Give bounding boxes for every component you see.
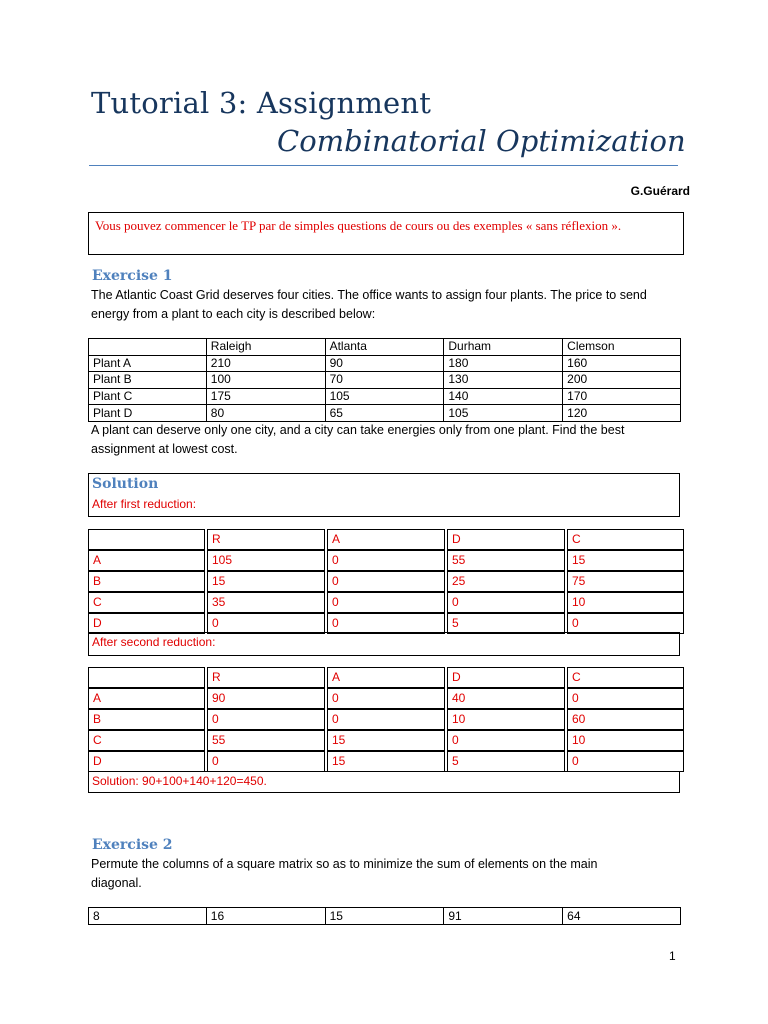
second-reduction-table bbox=[86, 667, 686, 772]
exercise2-intro: Permute the columns of a square matrix so as to minimize the sum of elements on the main diagonal. bbox=[91, 857, 598, 890]
table-cell: 10 bbox=[447, 709, 565, 730]
table-cell: 55 bbox=[207, 730, 325, 751]
table-cell: A bbox=[327, 667, 445, 688]
table-cell bbox=[88, 529, 205, 550]
exercise2-heading: Exercise 2 bbox=[92, 837, 173, 853]
table-cell: 35 bbox=[207, 592, 325, 613]
table-cell: 16 bbox=[206, 908, 325, 925]
table-cell: 80 bbox=[206, 405, 325, 422]
table-cell: 0 bbox=[567, 613, 684, 634]
table-cell: 0 bbox=[327, 550, 445, 571]
table-row bbox=[88, 667, 684, 688]
table-cell: D bbox=[447, 529, 565, 550]
table-cell: 0 bbox=[327, 571, 445, 592]
table-row bbox=[88, 529, 684, 550]
table-cell: 0 bbox=[207, 751, 325, 772]
table-cell: 0 bbox=[327, 592, 445, 613]
table-cell: 0 bbox=[327, 709, 445, 730]
table-cell: 175 bbox=[206, 388, 325, 405]
table-cell: C bbox=[88, 592, 205, 613]
table-cell: 170 bbox=[563, 388, 681, 405]
table-row bbox=[88, 751, 684, 772]
table-cell: 0 bbox=[327, 613, 445, 634]
second-reduction-label: After second reduction: bbox=[92, 635, 216, 649]
note-text: Vous pouvez commencer le TP par de simples questions de cours ou des exemples « sans réflexion ». bbox=[95, 218, 622, 233]
table-cell bbox=[88, 667, 205, 688]
table-cell: 90 bbox=[325, 355, 444, 372]
table-cell: 55 bbox=[447, 550, 565, 571]
table-cell: R bbox=[207, 529, 325, 550]
table-cell: Durham bbox=[444, 339, 563, 356]
table-cell: D bbox=[88, 613, 205, 634]
table-cell: A bbox=[327, 529, 445, 550]
table-cell: C bbox=[88, 730, 205, 751]
table-cell: 90 bbox=[207, 688, 325, 709]
table-cell: 91 bbox=[444, 908, 563, 925]
table-row bbox=[88, 688, 684, 709]
table-cell: 15 bbox=[327, 751, 445, 772]
solution-heading: Solution bbox=[92, 476, 159, 492]
table-cell: 15 bbox=[325, 908, 444, 925]
table-row bbox=[89, 908, 681, 925]
solution-result-box bbox=[88, 771, 680, 793]
table-cell: Atlanta bbox=[325, 339, 444, 356]
table-cell: 15 bbox=[207, 571, 325, 592]
table-row bbox=[88, 613, 684, 634]
table-cell: 0 bbox=[447, 730, 565, 751]
table-cell: C bbox=[567, 667, 684, 688]
table-cell: 210 bbox=[206, 355, 325, 372]
table-row bbox=[88, 550, 684, 571]
table-row bbox=[88, 730, 684, 751]
table-cell: 10 bbox=[567, 730, 684, 751]
solution-box bbox=[88, 473, 680, 517]
table-cell: 75 bbox=[567, 571, 684, 592]
table-row bbox=[88, 571, 684, 592]
table-cell: 60 bbox=[567, 709, 684, 730]
table-cell: 0 bbox=[567, 688, 684, 709]
table-cell: Clemson bbox=[563, 339, 681, 356]
table-cell: 0 bbox=[567, 751, 684, 772]
table-cell: 105 bbox=[325, 388, 444, 405]
table-cell: Plant B bbox=[89, 372, 207, 389]
table-cell: 105 bbox=[207, 550, 325, 571]
first-reduction-table bbox=[86, 529, 686, 634]
title-divider bbox=[89, 165, 678, 166]
table-cell: 15 bbox=[327, 730, 445, 751]
table-cell: Plant A bbox=[89, 355, 207, 372]
author-name: G.Guérard bbox=[630, 184, 690, 198]
exercise1-intro: The Atlantic Coast Grid deserves four cities. The office wants to assign four plants. The price to send energy from a plant to each city is described below: bbox=[91, 288, 647, 321]
exercise1-question: A plant can deserve only one city, and a city can take energies only from one plant. Find the best assignment at lowest cost. bbox=[91, 423, 625, 456]
table-cell: 8 bbox=[89, 908, 207, 925]
table-row bbox=[89, 388, 681, 405]
matrix-table bbox=[88, 907, 681, 925]
table-cell: A bbox=[88, 550, 205, 571]
table-cell: 0 bbox=[207, 709, 325, 730]
table-cell: 0 bbox=[447, 592, 565, 613]
table-cell: 25 bbox=[447, 571, 565, 592]
exercise1-heading: Exercise 1 bbox=[92, 268, 173, 284]
table-cell: 140 bbox=[444, 388, 563, 405]
table-cell: 0 bbox=[327, 688, 445, 709]
first-reduction-label: After first reduction: bbox=[92, 497, 197, 511]
table-row bbox=[89, 339, 681, 356]
table-row bbox=[89, 372, 681, 389]
table-cell: D bbox=[447, 667, 565, 688]
table-cell: D bbox=[88, 751, 205, 772]
table-cell: 180 bbox=[444, 355, 563, 372]
table-cell: Plant D bbox=[89, 405, 207, 422]
table-cell: B bbox=[88, 709, 205, 730]
page-number: 1 bbox=[669, 949, 676, 963]
table-cell: 130 bbox=[444, 372, 563, 389]
table-cell: B bbox=[88, 571, 205, 592]
table-cell: 15 bbox=[567, 550, 684, 571]
note-box bbox=[88, 212, 684, 255]
solution-result: Solution: 90+100+140+120=450. bbox=[92, 774, 267, 788]
table-cell: Plant C bbox=[89, 388, 207, 405]
table-cell bbox=[89, 339, 207, 356]
table-cell: 160 bbox=[563, 355, 681, 372]
table-cell: 10 bbox=[567, 592, 684, 613]
table-cell: Raleigh bbox=[206, 339, 325, 356]
cost-table bbox=[88, 338, 681, 422]
table-cell: 105 bbox=[444, 405, 563, 422]
table-cell: R bbox=[207, 667, 325, 688]
document-title-line1: Tutorial 3: Assignment bbox=[91, 86, 432, 120]
table-cell: 65 bbox=[325, 405, 444, 422]
table-cell: 5 bbox=[447, 751, 565, 772]
table-cell: C bbox=[567, 529, 684, 550]
table-row bbox=[88, 592, 684, 613]
table-cell: 200 bbox=[563, 372, 681, 389]
table-cell: 70 bbox=[325, 372, 444, 389]
table-cell: 40 bbox=[447, 688, 565, 709]
table-cell: 5 bbox=[447, 613, 565, 634]
table-cell: 0 bbox=[207, 613, 325, 634]
table-row bbox=[88, 709, 684, 730]
second-reduction-label-box bbox=[88, 632, 680, 656]
table-cell: A bbox=[88, 688, 205, 709]
table-row bbox=[89, 405, 681, 422]
table-cell: 64 bbox=[563, 908, 681, 925]
table-cell: 120 bbox=[563, 405, 681, 422]
table-cell: 100 bbox=[206, 372, 325, 389]
document-title-line2: Combinatorial Optimization bbox=[277, 124, 686, 158]
table-row bbox=[89, 355, 681, 372]
